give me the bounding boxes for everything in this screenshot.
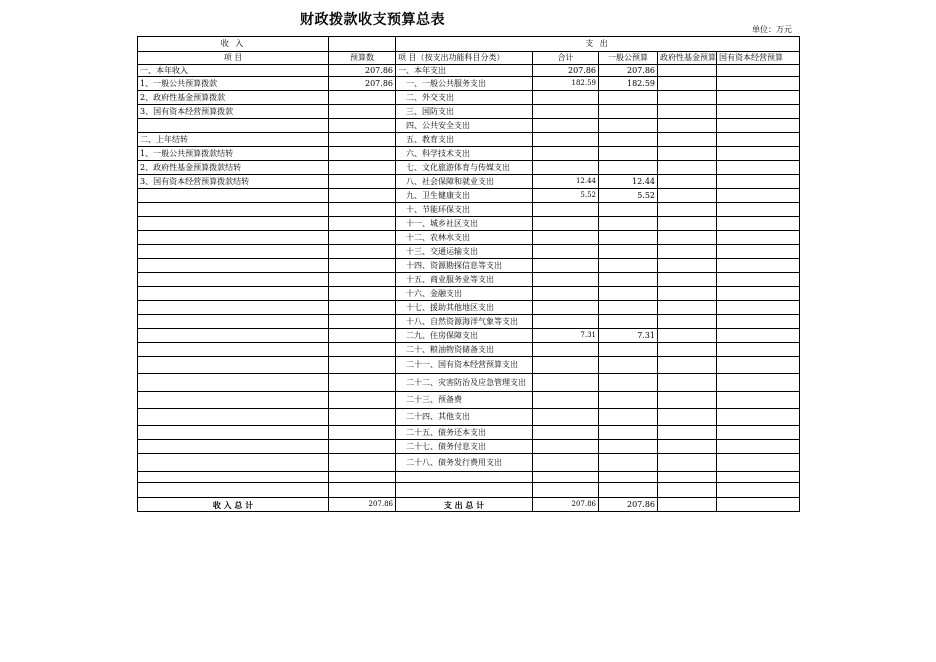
- expense-total-cell: [533, 259, 599, 273]
- expense-fund-cell: [658, 147, 717, 161]
- table-row: [138, 454, 800, 472]
- table-row: [138, 287, 800, 301]
- expense-fund-cell: [658, 203, 717, 217]
- totals-row: [138, 498, 800, 512]
- expense-fund-cell: [658, 483, 717, 498]
- expense-fund-cell: [658, 440, 717, 454]
- expense-general-cell: [599, 440, 658, 454]
- expense-total-cell: 7.31: [533, 329, 599, 343]
- income-item-cell: [138, 409, 329, 426]
- expense-item-cell: 二十八、债务发行费用支出: [396, 454, 533, 472]
- expense-general-cell: [599, 392, 658, 409]
- expense-item-cell: 二十三、预备费: [396, 392, 533, 409]
- expense-general-cell: [599, 217, 658, 231]
- expense-general-cell: 182.59: [599, 77, 658, 91]
- expense-general-cell: [599, 273, 658, 287]
- income-item-cell: 1、一般公共预算拨款: [138, 77, 329, 91]
- expense-total-cell: [533, 133, 599, 147]
- table-row: [138, 483, 800, 498]
- expense-total-cell: [533, 287, 599, 301]
- table-row: [138, 392, 800, 409]
- income-item-cell: 3、国有资本经营预算拨款: [138, 105, 329, 119]
- expense-fund-cell: [658, 454, 717, 472]
- income-value-cell: [329, 189, 396, 203]
- table-row: [138, 189, 800, 203]
- unit-label: 单位：万元: [752, 25, 792, 34]
- expense-total-cell: [533, 203, 599, 217]
- expense-general-cell: [599, 483, 658, 498]
- expense-state-cell: [717, 287, 800, 301]
- income-value-cell: [329, 392, 396, 409]
- expense-state-cell: [717, 133, 800, 147]
- expense-total-cell: [533, 91, 599, 105]
- expense-state-cell: [717, 259, 800, 273]
- expense-general-cell: [599, 343, 658, 357]
- expense-state-cell: [717, 454, 800, 472]
- income-item-cell: [138, 426, 329, 440]
- expense-state-cell: [717, 217, 800, 231]
- expense-total-cell: 182.59: [533, 77, 599, 91]
- income-value-cell: [329, 329, 396, 343]
- income-value-cell: [329, 217, 396, 231]
- expense-general-cell: [599, 287, 658, 301]
- expense-general-cell: [599, 147, 658, 161]
- income-value-cell: [329, 231, 396, 245]
- income-budget-header: 预算数: [329, 52, 396, 65]
- income-item-cell: [138, 343, 329, 357]
- income-item-cell: [138, 119, 329, 133]
- expense-fund-cell: [658, 273, 717, 287]
- expense-item-cell: 十二、农林水支出: [396, 231, 533, 245]
- expense-item-cell: 十一、城乡社区支出: [396, 217, 533, 231]
- expense-state-cell: [717, 77, 800, 91]
- expense-total-cell: [533, 426, 599, 440]
- expense-state-cell: [717, 357, 800, 374]
- expense-total-cell: [533, 161, 599, 175]
- expense-item-cell: 二、外交支出: [396, 91, 533, 105]
- expense-total-label: 支 出 总 计: [396, 498, 533, 512]
- expense-fund-cell: [658, 245, 717, 259]
- expense-state-cell: [717, 426, 800, 440]
- expense-item-cell: 十五、商业服务业等支出: [396, 273, 533, 287]
- expense-general-cell: [599, 315, 658, 329]
- income-item-cell: 1、一般公共预算拨款结转: [138, 147, 329, 161]
- income-item-cell: 二、上年结转: [138, 133, 329, 147]
- expense-total-cell: [533, 472, 599, 483]
- expense-fund-header: 政府性基金预算: [658, 52, 717, 65]
- table-row: [138, 245, 800, 259]
- expense-state-cell: [717, 343, 800, 357]
- expense-fund-cell: [658, 315, 717, 329]
- page-title: 财政拨款收支预算总表: [300, 12, 445, 28]
- income-item-cell: [138, 440, 329, 454]
- expense-state-cell: [717, 65, 800, 77]
- expense-item-cell: 十八、自然资源海洋气象等支出: [396, 315, 533, 329]
- expense-state-total: [717, 498, 800, 512]
- expense-fund-total: [658, 498, 717, 512]
- income-group-header: 收 入: [138, 37, 329, 52]
- income-value-cell: [329, 343, 396, 357]
- expense-total-cell: [533, 440, 599, 454]
- income-value-cell: [329, 454, 396, 472]
- income-item-header: 项 目: [138, 52, 329, 65]
- expense-general-cell: [599, 91, 658, 105]
- expense-total-cell: [533, 392, 599, 409]
- expense-fund-cell: [658, 374, 717, 392]
- income-value-cell: [329, 133, 396, 147]
- expense-item-cell: 二九、住房保障支出: [396, 329, 533, 343]
- expense-state-cell: [717, 105, 800, 119]
- table-row: [138, 472, 800, 483]
- income-item-cell: [138, 301, 329, 315]
- expense-general-cell: 207.86: [599, 65, 658, 77]
- expense-state-cell: [717, 440, 800, 454]
- expense-fund-cell: [658, 329, 717, 343]
- expense-general-cell: [599, 454, 658, 472]
- expense-item-header: 项 目（按支出功能科目分类）: [396, 52, 533, 65]
- table-row: [138, 409, 800, 426]
- income-item-cell: [138, 329, 329, 343]
- expense-item-cell: 二十一、国有资本经营预算支出: [396, 357, 533, 374]
- income-item-cell: 2、政府性基金预算拨款: [138, 91, 329, 105]
- expense-total-cell: [533, 343, 599, 357]
- income-value-cell: [329, 245, 396, 259]
- expense-total-cell: [533, 357, 599, 374]
- expense-fund-cell: [658, 472, 717, 483]
- expense-general-cell: 5.52: [599, 189, 658, 203]
- expense-fund-cell: [658, 259, 717, 273]
- table-row: [138, 161, 800, 175]
- expense-general-cell: [599, 472, 658, 483]
- expense-total-cell: [533, 301, 599, 315]
- expense-fund-cell: [658, 392, 717, 409]
- income-value-cell: [329, 203, 396, 217]
- income-item-cell: [138, 245, 329, 259]
- expense-general-cell: [599, 374, 658, 392]
- expense-total-cell: [533, 374, 599, 392]
- income-item-cell: [138, 217, 329, 231]
- expense-item-cell: 三、国防支出: [396, 105, 533, 119]
- expense-general-cell: [599, 133, 658, 147]
- expense-total-header: 合计: [533, 52, 599, 65]
- income-item-cell: [138, 273, 329, 287]
- income-value-cell: [329, 161, 396, 175]
- expense-fund-cell: [658, 409, 717, 426]
- expense-fund-cell: [658, 301, 717, 315]
- expense-item-cell: 五、教育支出: [396, 133, 533, 147]
- expense-fund-cell: [658, 161, 717, 175]
- expense-state-cell: [717, 392, 800, 409]
- expense-total-cell: [533, 409, 599, 426]
- expense-state-cell: [717, 189, 800, 203]
- expense-state-cell: [717, 273, 800, 287]
- table-row: [138, 133, 800, 147]
- expense-fund-cell: [658, 426, 717, 440]
- expense-state-cell: [717, 245, 800, 259]
- table-row: [138, 329, 800, 343]
- expense-general-total: 207.86: [599, 498, 658, 512]
- expense-general-cell: [599, 301, 658, 315]
- income-item-cell: [138, 483, 329, 498]
- income-item-cell: [138, 287, 329, 301]
- table-row: [138, 343, 800, 357]
- income-value-cell: [329, 287, 396, 301]
- expense-total-cell: [533, 119, 599, 133]
- expense-general-cell: 12.44: [599, 175, 658, 189]
- expense-total-cell: 12.44: [533, 175, 599, 189]
- table-row: [138, 273, 800, 287]
- expense-item-cell: 十、节能环保支出: [396, 203, 533, 217]
- income-item-cell: [138, 231, 329, 245]
- table-row: [138, 175, 800, 189]
- expense-general-cell: [599, 161, 658, 175]
- expense-total-cell: [533, 231, 599, 245]
- income-value-cell: 207.86: [329, 65, 396, 77]
- income-item-cell: [138, 203, 329, 217]
- income-item-cell: [138, 315, 329, 329]
- expense-state-cell: [717, 119, 800, 133]
- expense-total-cell: [533, 217, 599, 231]
- income-value-cell: [329, 105, 396, 119]
- expense-state-cell: [717, 203, 800, 217]
- expense-state-cell: [717, 91, 800, 105]
- income-value-cell: [329, 119, 396, 133]
- table-row: [138, 105, 800, 119]
- income-item-cell: 3、国有资本经营预算拨款结转: [138, 175, 329, 189]
- expense-general-cell: [599, 105, 658, 119]
- column-header-row: [138, 52, 800, 65]
- expense-state-cell: [717, 374, 800, 392]
- expense-item-cell: 一、一般公共服务支出: [396, 77, 533, 91]
- income-total-value: 207.86: [329, 498, 396, 512]
- expense-total-cell: [533, 315, 599, 329]
- table-row: [138, 147, 800, 161]
- table-row: [138, 231, 800, 245]
- income-value-cell: [329, 175, 396, 189]
- income-item-cell: [138, 189, 329, 203]
- expense-state-cell: [717, 161, 800, 175]
- income-value-cell: [329, 374, 396, 392]
- income-value-cell: [329, 483, 396, 498]
- income-item-cell: [138, 392, 329, 409]
- expense-item-cell: 二十、粮油物资储备支出: [396, 343, 533, 357]
- income-value-cell: [329, 440, 396, 454]
- expense-fund-cell: [658, 217, 717, 231]
- expense-general-cell: [599, 409, 658, 426]
- expense-state-cell: [717, 483, 800, 498]
- income-item-cell: [138, 472, 329, 483]
- expense-state-header: 国有资本经营预算: [717, 52, 800, 65]
- table-row: [138, 301, 800, 315]
- expense-state-cell: [717, 409, 800, 426]
- expense-item-cell: 十七、援助其他地区支出: [396, 301, 533, 315]
- expense-total-cell: 5.52: [533, 189, 599, 203]
- income-value-cell: [329, 315, 396, 329]
- budget-table: [137, 36, 800, 512]
- expense-item-cell: 十六、金融支出: [396, 287, 533, 301]
- income-value-cell: 207.86: [329, 77, 396, 91]
- expense-total-cell: [533, 245, 599, 259]
- income-value-cell: [329, 91, 396, 105]
- expense-fund-cell: [658, 175, 717, 189]
- expense-total-cell: [533, 105, 599, 119]
- income-value-cell: [329, 147, 396, 161]
- expense-fund-cell: [658, 343, 717, 357]
- expense-item-cell: 二十四、其他支出: [396, 409, 533, 426]
- expense-item-cell: 八、社会保障和就业支出: [396, 175, 533, 189]
- income-item-cell: [138, 357, 329, 374]
- table-row: [138, 357, 800, 374]
- expense-state-cell: [717, 329, 800, 343]
- expense-item-cell: [396, 483, 533, 498]
- expense-state-cell: [717, 315, 800, 329]
- income-total-label: 收 入 总 计: [138, 498, 329, 512]
- expense-group-header: 支 出: [396, 37, 800, 52]
- table-row: [138, 203, 800, 217]
- table-row: [138, 65, 800, 77]
- expense-state-cell: [717, 301, 800, 315]
- expense-item-cell: 二十二、灾害防治及应急管理支出: [396, 374, 533, 392]
- expense-item-cell: 九、卫生健康支出: [396, 189, 533, 203]
- expense-item-cell: 一、本年支出: [396, 65, 533, 77]
- income-value-cell: [329, 409, 396, 426]
- expense-general-cell: [599, 231, 658, 245]
- income-value-cell: [329, 357, 396, 374]
- expense-item-cell: 十三、交通运输支出: [396, 245, 533, 259]
- expense-fund-cell: [658, 77, 717, 91]
- expense-general-cell: 7.31: [599, 329, 658, 343]
- expense-total-cell: [533, 454, 599, 472]
- table-row: [138, 77, 800, 91]
- expense-grand-total: 207.86: [533, 498, 599, 512]
- expense-item-cell: 二十七、债务付息支出: [396, 440, 533, 454]
- expense-fund-cell: [658, 91, 717, 105]
- income-value-cell: [329, 301, 396, 315]
- income-value-cell: [329, 273, 396, 287]
- expense-fund-cell: [658, 65, 717, 77]
- expense-fund-cell: [658, 133, 717, 147]
- expense-total-cell: [533, 483, 599, 498]
- expense-item-cell: 七、文化旅游体育与传媒支出: [396, 161, 533, 175]
- income-item-cell: [138, 454, 329, 472]
- expense-total-cell: [533, 273, 599, 287]
- income-value-cell: [329, 426, 396, 440]
- income-item-cell: [138, 259, 329, 273]
- expense-state-cell: [717, 147, 800, 161]
- income-value-cell: [329, 472, 396, 483]
- expense-general-cell: [599, 245, 658, 259]
- income-item-cell: 一、本年收入: [138, 65, 329, 77]
- table-row: [138, 374, 800, 392]
- expense-fund-cell: [658, 105, 717, 119]
- expense-general-header: 一般公预算: [599, 52, 658, 65]
- expense-total-cell: 207.86: [533, 65, 599, 77]
- expense-fund-cell: [658, 357, 717, 374]
- expense-general-cell: [599, 259, 658, 273]
- expense-state-cell: [717, 231, 800, 245]
- expense-fund-cell: [658, 231, 717, 245]
- table-row: [138, 91, 800, 105]
- expense-general-cell: [599, 426, 658, 440]
- expense-item-cell: [396, 472, 533, 483]
- expense-state-cell: [717, 472, 800, 483]
- table-row: [138, 315, 800, 329]
- group-header-row: [138, 37, 800, 52]
- expense-item-cell: 四、公共安全支出: [396, 119, 533, 133]
- table-row: [138, 217, 800, 231]
- expense-fund-cell: [658, 119, 717, 133]
- table-row: [138, 259, 800, 273]
- table-row: [138, 119, 800, 133]
- table-row: [138, 440, 800, 454]
- income-item-cell: 2、政府性基金预算拨款结转: [138, 161, 329, 175]
- table-row: [138, 426, 800, 440]
- header-blank-cell: [329, 37, 396, 52]
- expense-general-cell: [599, 203, 658, 217]
- expense-fund-cell: [658, 287, 717, 301]
- expense-fund-cell: [658, 189, 717, 203]
- expense-item-cell: 十四、资源勘探信息等支出: [396, 259, 533, 273]
- expense-total-cell: [533, 147, 599, 161]
- expense-state-cell: [717, 175, 800, 189]
- expense-item-cell: 二十五、债务还本支出: [396, 426, 533, 440]
- expense-general-cell: [599, 119, 658, 133]
- expense-general-cell: [599, 357, 658, 374]
- income-item-cell: [138, 374, 329, 392]
- expense-item-cell: 六、科学技术支出: [396, 147, 533, 161]
- income-value-cell: [329, 259, 396, 273]
